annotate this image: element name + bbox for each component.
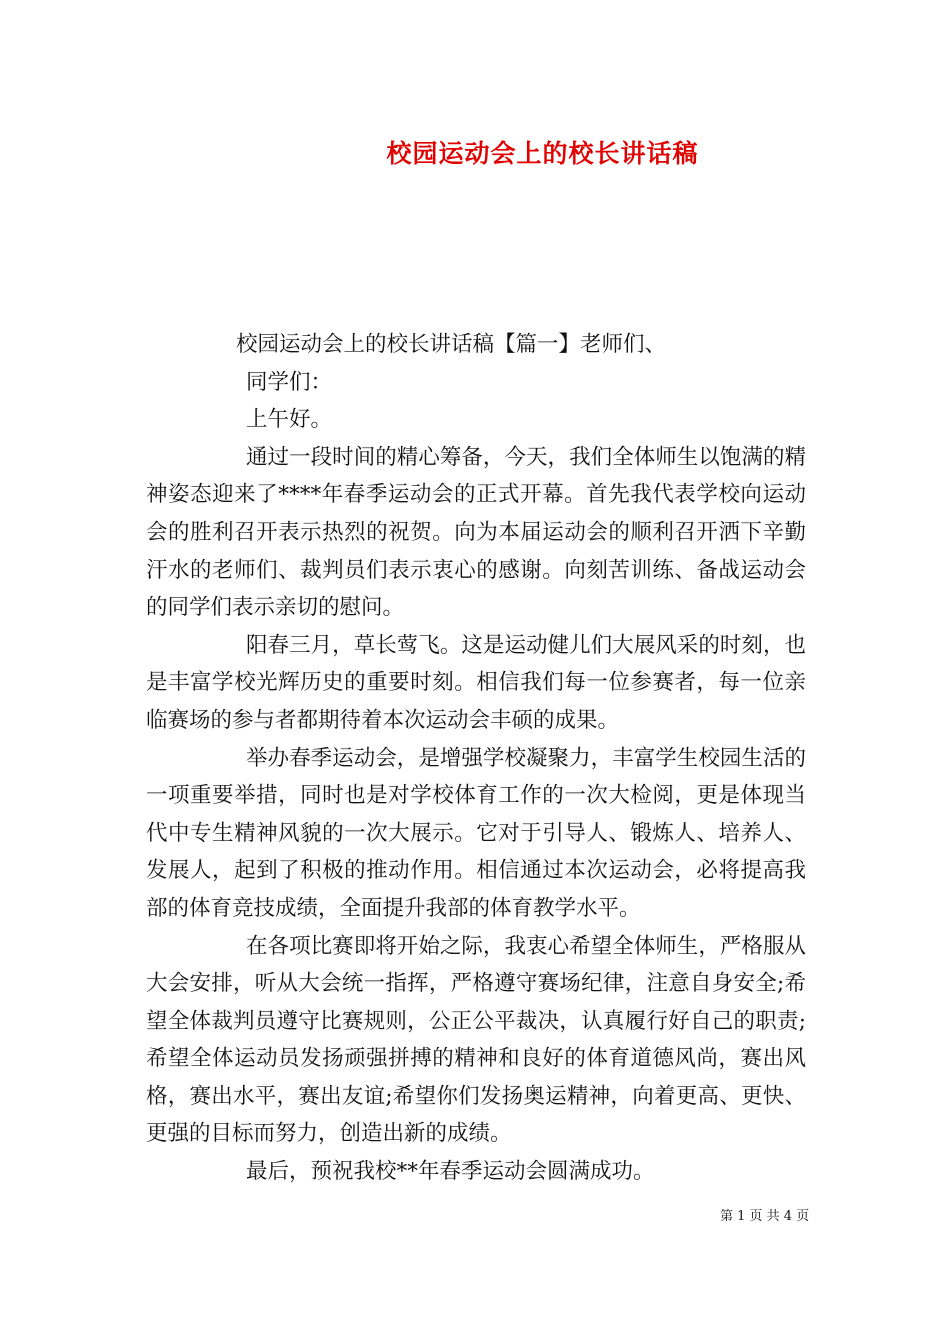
paragraph: 阳春三月，草长莺飞。这是运动健儿们大展风采的时刻，也是丰富学校光辉历史的重要时刻。相信我们每一位参赛者，每一位亲临赛场的参与者都期待着本次运动会丰硕的成果。: [146, 632, 806, 733]
paragraph: 举办春季运动会，是增强学校凝聚力，丰富学生校园生活的一项重要举措，同时也是对学校体育工作的一次大检阅，更是体现当代中专生精神风貌的一次大展示。它对于引导人、锻炼人、培养人、发展人，起到了积极的推动作用。相信通过本次运动会，必将提高我部的体育竞技成绩，全面提升我部的体育教学水平。: [146, 745, 806, 921]
heading-line: 校园运动会上的校长讲话稿【篇一】老师们、: [236, 332, 667, 357]
paragraph: 通过一段时间的精心筹备，今天，我们全体师生以饱满的精神姿态迎来了****年春季运动会的正式开幕。首先我代表学校向运动会的胜利召开表示热烈的祝贺。向为本届运动会的顺利召开洒下辛勤汗水的老师们、裁判员们表示衷心的感谢。向刻苦训练、备战运动会的同学们表示亲切的慰问。: [146, 444, 806, 621]
salutation-students: 同学们：: [246, 369, 333, 395]
document-body: [146, 326, 806, 1191]
document-title: 校园运动会上的校长讲话稿: [386, 139, 699, 168]
paragraph: 最后，预祝我校**年春季运动会圆满成功。: [246, 1159, 655, 1185]
paragraph: 在各项比赛即将开始之际，我衷心希望全体师生，严格服从大会安排，听从大会统一指挥，严格遵守赛场纪律，注意自身安全;希望全体裁判员遵守比赛规则，公正公平裁决，认真履行好自己的职责;希望全体运动员发扬顽强拼搏的精神和良好的体育道德风尚，赛出风格，赛出水平，赛出友谊;希望你们发扬奥运精神，向着更高、更快、更强的目标而努力，创造出新的成绩。: [146, 933, 806, 1147]
salutation-greeting: 上午好。: [246, 407, 333, 433]
page-footer: 第 1 页 共 4 页: [720, 1209, 810, 1224]
